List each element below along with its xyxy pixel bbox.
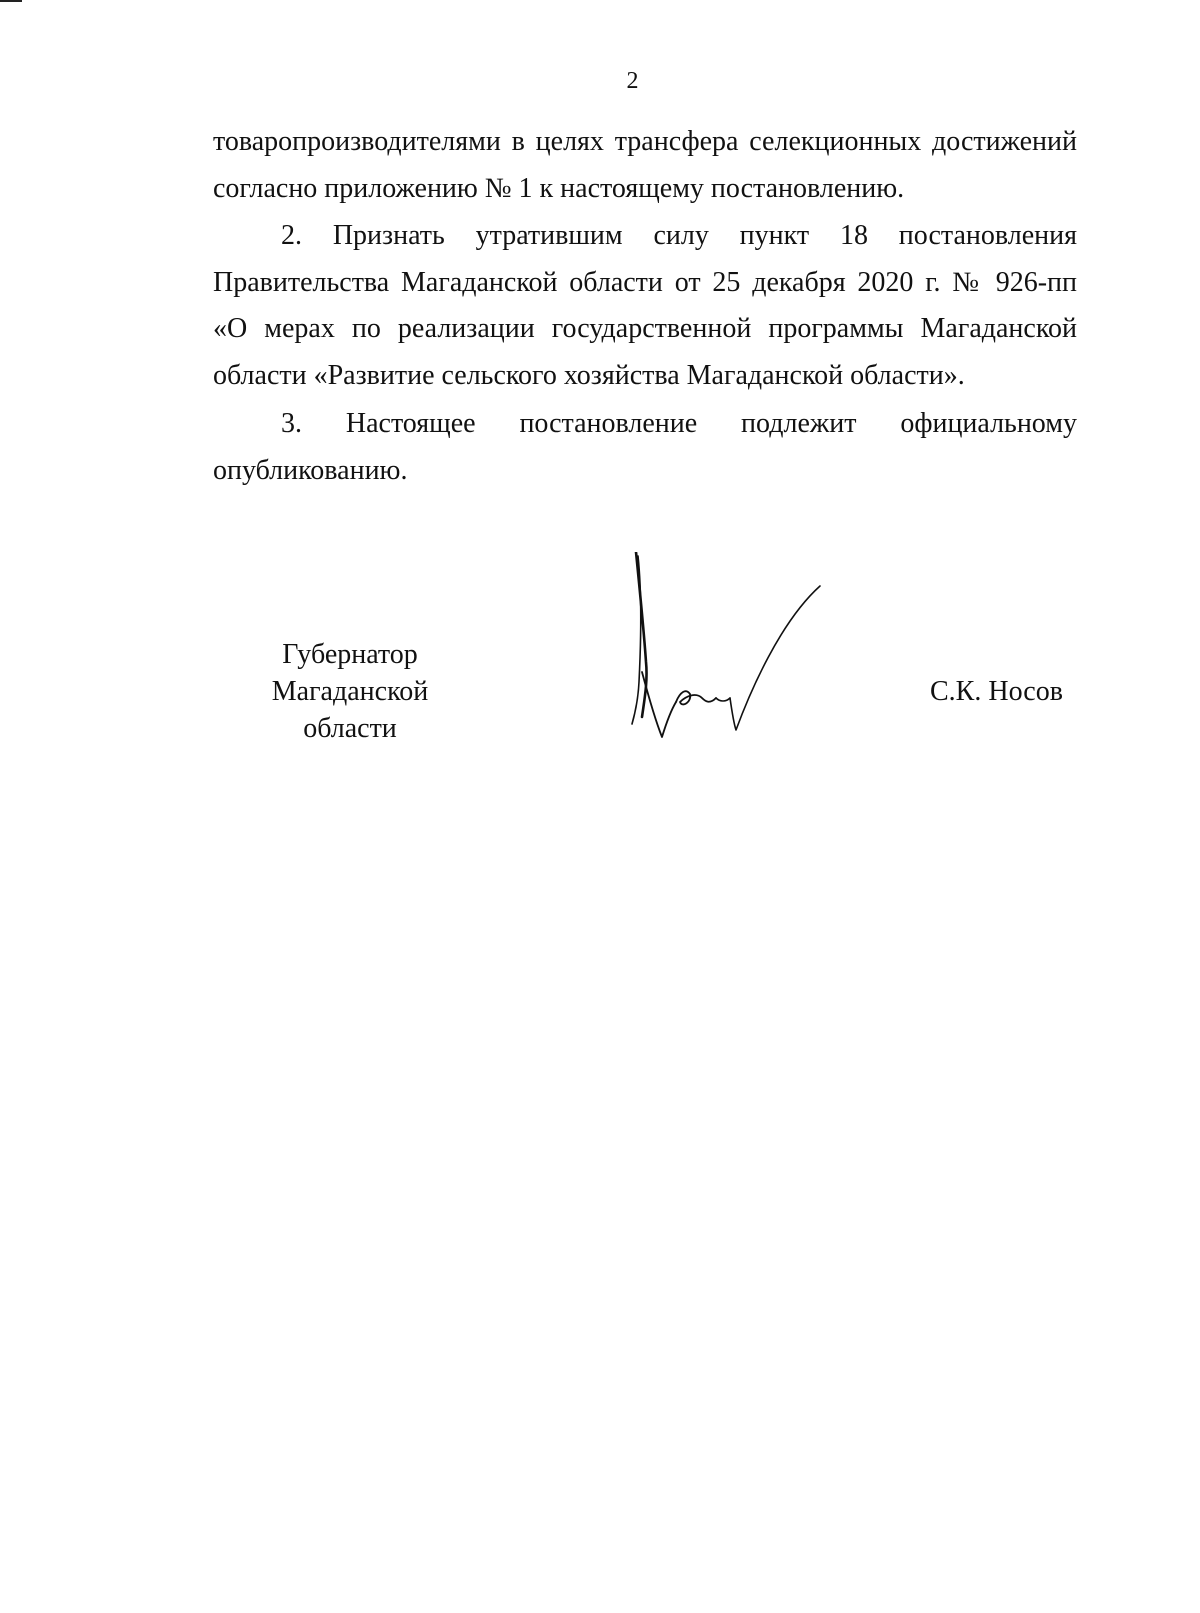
handwritten-signature <box>620 552 840 752</box>
paragraph-1-line-2: согласно приложению № 1 к настоящему постановлению. <box>213 172 905 204</box>
paragraph-2 <box>213 213 1077 399</box>
paragraph-3 <box>213 401 1077 494</box>
signatory-title-line-2: Магаданской области <box>271 676 429 744</box>
paragraph-3-line-2: опубликованию. <box>213 454 408 486</box>
paragraph-2-line-2: Правительства Магаданской области от 25 декабря 2020 г. № 926-пп <box>213 266 1077 298</box>
signatory-name: С.К. Носов <box>930 676 1063 707</box>
paragraph-2-line-3: «О мерах по реализации государственной программы Магаданской <box>213 313 1077 344</box>
paragraph-2-line-4: области «Развитие сельского хозяйства Магаданской области». <box>213 359 965 391</box>
page-number: 2 <box>626 68 639 94</box>
paragraph-1 <box>213 119 1077 212</box>
signatory-title <box>222 636 478 747</box>
paragraph-3-line-1: 3. Настоящее постановление подлежит официальному <box>281 408 1077 439</box>
paragraph-2-line-1: 2. Признать утратившим силу пункт 18 постановления <box>281 220 1077 251</box>
scan-edge-mark <box>0 0 22 2</box>
paragraph-1-line-1: товаропроизводителями в целях трансфера селекционных достижений <box>213 126 1077 157</box>
signatory-title-line-1: Губернатор <box>282 639 418 670</box>
